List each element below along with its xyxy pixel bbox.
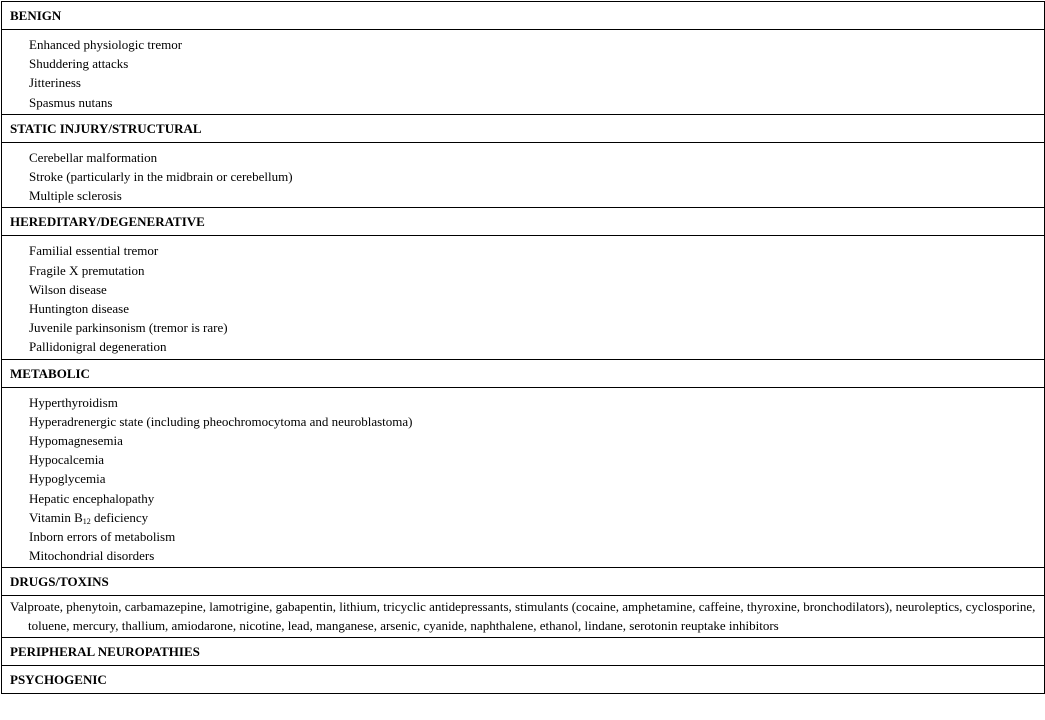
list-item: Fragile X premutation	[29, 262, 145, 278]
section-list-static-injury	[2, 143, 1044, 209]
list-item: Jitteriness	[29, 75, 81, 91]
section-heading-static-injury: STATIC INJURY/STRUCTURAL	[2, 115, 1044, 143]
list-item: Hypocalcemia	[29, 452, 105, 468]
list-item: Wilson disease	[29, 281, 107, 297]
section-list-benign	[2, 30, 1044, 115]
section-heading-drugs-toxins: DRUGS/TOXINS	[2, 568, 1044, 596]
tremor-causes-table	[1, 1, 1045, 694]
list-item: Pallidonigral degeneration	[29, 339, 167, 355]
section-heading-psychogenic: PSYCHOGENIC	[10, 672, 107, 688]
list-item: Hyperthyroidism	[29, 394, 118, 410]
list-item: Hypomagnesemia	[29, 433, 123, 449]
vitamin-label: Vitamin B	[29, 509, 83, 525]
list-item: Familial essential tremor	[29, 243, 159, 259]
list-item: Inborn errors of metabolism	[29, 529, 176, 545]
list-item: Hyperadrenergic state (including pheochromocytoma and neuroblastoma)	[29, 413, 413, 429]
list-item: Huntington disease	[29, 301, 130, 317]
section-heading-peripheral-neuropathies: PERIPHERAL NEUROPATHIES	[2, 638, 1044, 666]
list-item: Hepatic encephalopathy	[29, 490, 155, 506]
section-list-metabolic	[2, 388, 1044, 569]
list-item: Cerebellar malformation	[29, 149, 158, 165]
list-item: Juvenile parkinsonism (tremor is rare)	[29, 320, 228, 336]
list-item: Multiple sclerosis	[29, 188, 122, 204]
section-heading-hereditary: HEREDITARY/DEGENERATIVE	[2, 208, 1044, 236]
list-item: Shuddering attacks	[29, 56, 129, 72]
section-heading-metabolic: METABOLIC	[2, 360, 1044, 388]
vitamin-suffix: deficiency	[90, 509, 149, 525]
list-item: Enhanced physiologic tremor	[29, 37, 183, 52]
section-list-hereditary	[2, 236, 1044, 359]
section-heading-benign: BENIGN	[2, 2, 1044, 30]
section-text-drugs-toxins: Valproate, phenytoin, carbamazepine, lamotrigine, gabapentin, lithium, tricyclic antidepressants, stimulants (cocaine, amphetamine, caffeine, thyroxine, bronchodilators), neuroleptics, cyclosporine, toluene, mercury, thallium, amiodarone, nicotine, lead, manganese, arsenic, cyanide, naphthalene, ethanol, lindane, serotonin reuptake inhibitors	[2, 596, 1044, 638]
list-item: Stroke (particularly in the midbrain or cerebellum)	[29, 169, 293, 185]
list-item: Hypoglycemia	[29, 471, 106, 487]
vitamin-subscript: 12	[82, 516, 91, 526]
list-item-vitamin-b12	[29, 508, 1036, 527]
list-item: Mitochondrial disorders	[29, 548, 155, 564]
list-item: Spasmus nutans	[29, 94, 113, 110]
